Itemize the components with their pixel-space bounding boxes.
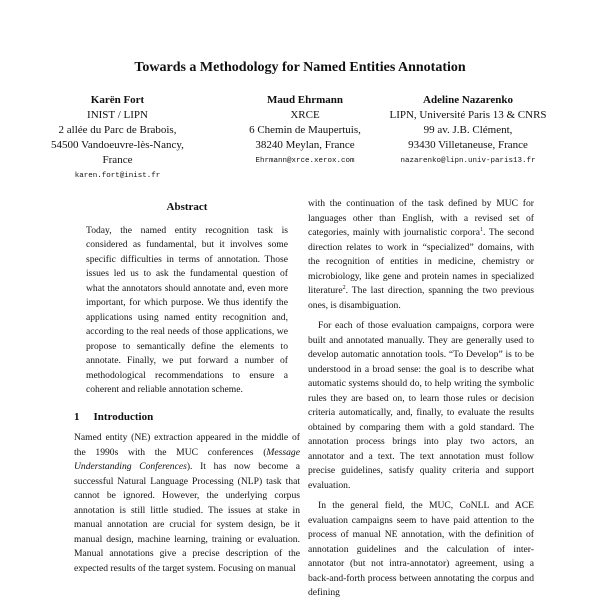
author-email[interactable]: Ehrmann@xrce.xerox.com bbox=[255, 157, 355, 165]
author-name: Adeline Nazarenko bbox=[423, 94, 513, 106]
left-column bbox=[74, 200, 300, 576]
author-address: 99 av. J.B. Clément, bbox=[423, 124, 513, 136]
author-email[interactable]: karen.fort@inist.fr bbox=[74, 172, 161, 180]
section-heading bbox=[74, 410, 300, 425]
abstract-heading: Abstract bbox=[166, 201, 208, 213]
author-address: 2 allée du Parc de Brabois, bbox=[58, 124, 177, 136]
intro-paragraph bbox=[74, 431, 300, 576]
author-city: 38240 Meylan, France bbox=[255, 139, 355, 151]
author-name: Maud Ehrmann bbox=[266, 94, 344, 106]
footnote-marker[interactable]: 1 bbox=[479, 226, 483, 233]
author-address: 6 Chemin de Maupertuis, bbox=[249, 124, 361, 136]
author-city: 54500 Vandoeuvre-lès-Nancy, France bbox=[51, 139, 184, 166]
intro-text-b: ). It has now become a successful Natural Language Processing (NLP) task that cannot be ignored. However, the underlying corpus annotation is still little studied. The issues at stake in manual annotation are crucial for system design, be it manual design, machine learning, training or evaluation. Manual annotations give a precise description of the expected results of the target system. Focusing on manual bbox=[74, 461, 300, 574]
right-text-b: . The second direction relates to work in “specialized” domains, with the recognition of entities in medicine, chemistry or microbiology, like gene and protein names in specialized literature bbox=[308, 227, 535, 296]
intro-text-italic: Message Understanding Conferences bbox=[74, 446, 300, 472]
abstract-block bbox=[74, 224, 300, 398]
footnote-marker[interactable]: 2 bbox=[342, 284, 346, 291]
section-number: 1 bbox=[74, 410, 80, 423]
author-block-3 bbox=[368, 93, 568, 169]
right-paragraph-1 bbox=[308, 197, 534, 313]
author-affiliation: INIST / LIPN bbox=[87, 109, 148, 121]
right-text-c: . The last direction, spanning the two previous ones, is disambiguation. bbox=[308, 285, 534, 311]
author-block-2 bbox=[230, 93, 380, 169]
author-name: Karën Fort bbox=[90, 94, 145, 106]
paper-title: Towards a Methodology for Named Entities Annotation bbox=[134, 60, 466, 75]
abstract-text: Today, the named entity recognition task is considered as fundamental, but it involves some specific difficulties in terms of annotation. Those issues led us to ask the fundamental question of what the annotators should annotate and, even more important, for which purpose. We thus identify the applications using named entity recognition and, according to the real needs of those applications, we propose to semantically define the elements to annotate. Finally, we put forward a number of methodological recommendations to ensure a coherent and reliable annotation scheme. bbox=[86, 224, 288, 395]
right-paragraph-3: In the general field, the MUC, CoNLL and ACE evaluation campaigns seem to have paid attention to the process of manual NE annotation, with the definition of annotation guidelines and the calculation of inter-annotator (but not intra-annotator) agreement, using a back-and-forth process between annotating the corpus and defining bbox=[308, 500, 534, 598]
right-column bbox=[308, 197, 534, 601]
right-text-a: with the continuation of the task defined by MUC for languages other than English, with a revised set of categories, mainly with journalistic corpora bbox=[308, 198, 534, 238]
intro-text-a: Named entity (NE) extraction appeared in the middle of the 1990s with the MUC conferences ( bbox=[74, 432, 300, 458]
author-affiliation: LIPN, Université Paris 13 & CNRS bbox=[389, 109, 547, 121]
section-title: Introduction bbox=[93, 410, 154, 423]
author-email[interactable]: nazarenko@lipn.univ-paris13.fr bbox=[400, 157, 536, 165]
author-block-1 bbox=[40, 93, 195, 184]
author-city: 93430 Villetaneuse, France bbox=[408, 139, 528, 151]
author-affiliation: XRCE bbox=[290, 109, 320, 121]
right-paragraph-2: For each of those evaluation campaigns, corpora were built and annotated manually. They are generally used to develop automatic annotation tools. “To Develop” is to be understood in a broad sense: the goal is to describe what automatic systems should do, to help writing the symbolic rules they are based on, to learn those rules or decision criteria automatically, and, finally, to evaluate the results obtained by comparing them with a gold standard. The annotation process brings into play two actors, an annotator and a text. The text annotation must follow precise guidelines, satisfy quality criteria and support evaluation. bbox=[308, 320, 534, 491]
